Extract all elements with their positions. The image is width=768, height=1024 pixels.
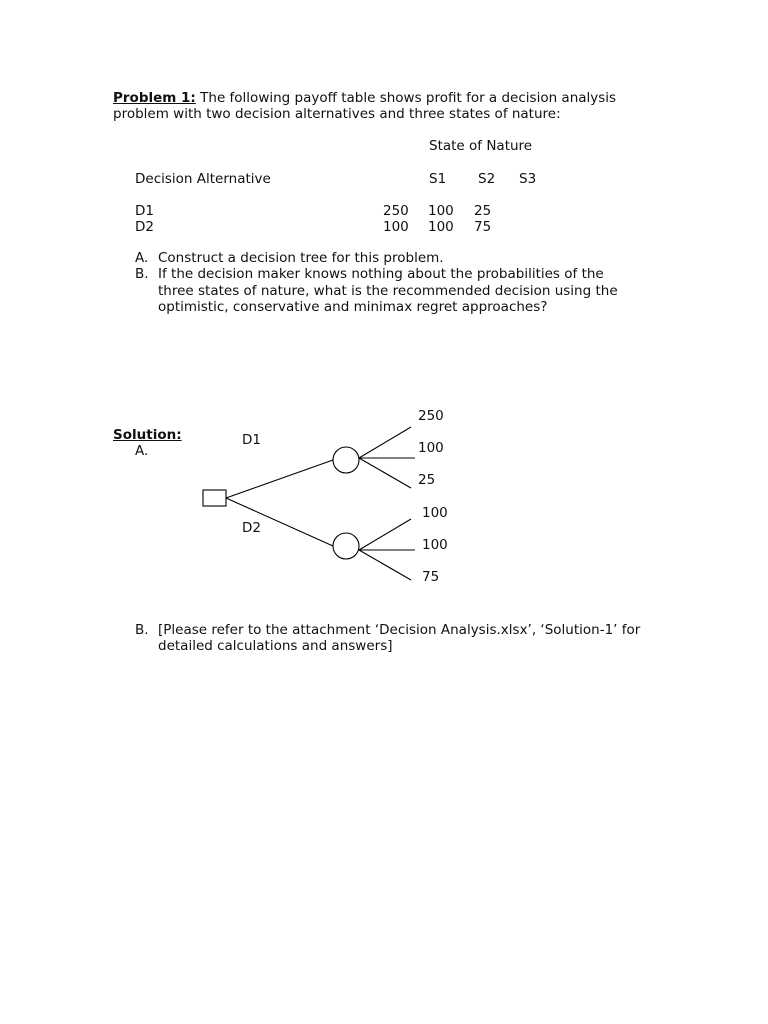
tree-d1-outcome-2: 100 [418, 440, 444, 456]
row-d1-value-1: 250 [383, 203, 409, 219]
question-a-marker: A. [135, 250, 149, 266]
chance-node-d2 [333, 533, 359, 559]
d1-outcome-line-3 [359, 458, 411, 488]
row-d2-label: D2 [135, 219, 154, 235]
tree-d2-outcome-1: 100 [422, 505, 448, 521]
decision-alternative-header: Decision Alternative [135, 171, 271, 187]
tree-branch-d1-label: D1 [242, 432, 261, 448]
row-d1-label: D1 [135, 203, 154, 219]
tree-d1-outcome-1: 250 [418, 408, 444, 424]
tree-d1-outcome-3: 25 [418, 472, 436, 488]
row-d2-value-1: 100 [383, 219, 409, 235]
problem-intro-text: The following payoff table shows profit for a decision analysis [200, 90, 617, 106]
tree-d2-outcome-3: 75 [422, 569, 440, 585]
states-of-nature-header: State of Nature [429, 138, 533, 154]
solution-part-b-marker: B. [135, 622, 149, 638]
d2-outcome-line-3 [359, 550, 411, 580]
row-d1-value-3: 25 [474, 203, 492, 219]
tree-d2-outcome-2: 100 [422, 537, 448, 553]
question-b-line-3: optimistic, conservative and minimax regret approaches? [158, 299, 548, 315]
question-b-marker: B. [135, 266, 149, 282]
question-b-line-2: three states of nature, what is the recommended decision using the [158, 283, 618, 299]
state-s1-header: S1 [429, 171, 447, 187]
question-b-line-1: If the decision maker knows nothing about the probabilities of the [158, 266, 604, 282]
solution-part-b-line-2: detailed calculations and answers] [158, 638, 393, 654]
d1-outcome-line-1 [359, 427, 411, 458]
row-d2-value-2: 100 [428, 219, 454, 235]
problem-intro-line-2: problem with two decision alternatives and three states of nature: [113, 106, 561, 122]
solution-heading: Solution: [113, 427, 182, 443]
tree-branch-d2-label: D2 [242, 520, 261, 536]
solution-part-b-line-1: [Please refer to the attachment ‘Decision Analysis.xlsx’, ‘Solution-1’ for [158, 622, 641, 638]
state-s3-header: S3 [519, 171, 537, 187]
question-a-text: Construct a decision tree for this problem. [158, 250, 444, 266]
state-s2-header: S2 [478, 171, 496, 187]
branch-d1-line [226, 460, 333, 498]
decision-node [203, 490, 226, 506]
row-d2-value-3: 75 [474, 219, 492, 235]
row-d1-value-2: 100 [428, 203, 454, 219]
solution-part-a-marker: A. [135, 443, 149, 459]
problem-heading: Problem 1: [113, 90, 196, 106]
chance-node-d1 [333, 447, 359, 473]
d2-outcome-line-1 [359, 519, 411, 550]
